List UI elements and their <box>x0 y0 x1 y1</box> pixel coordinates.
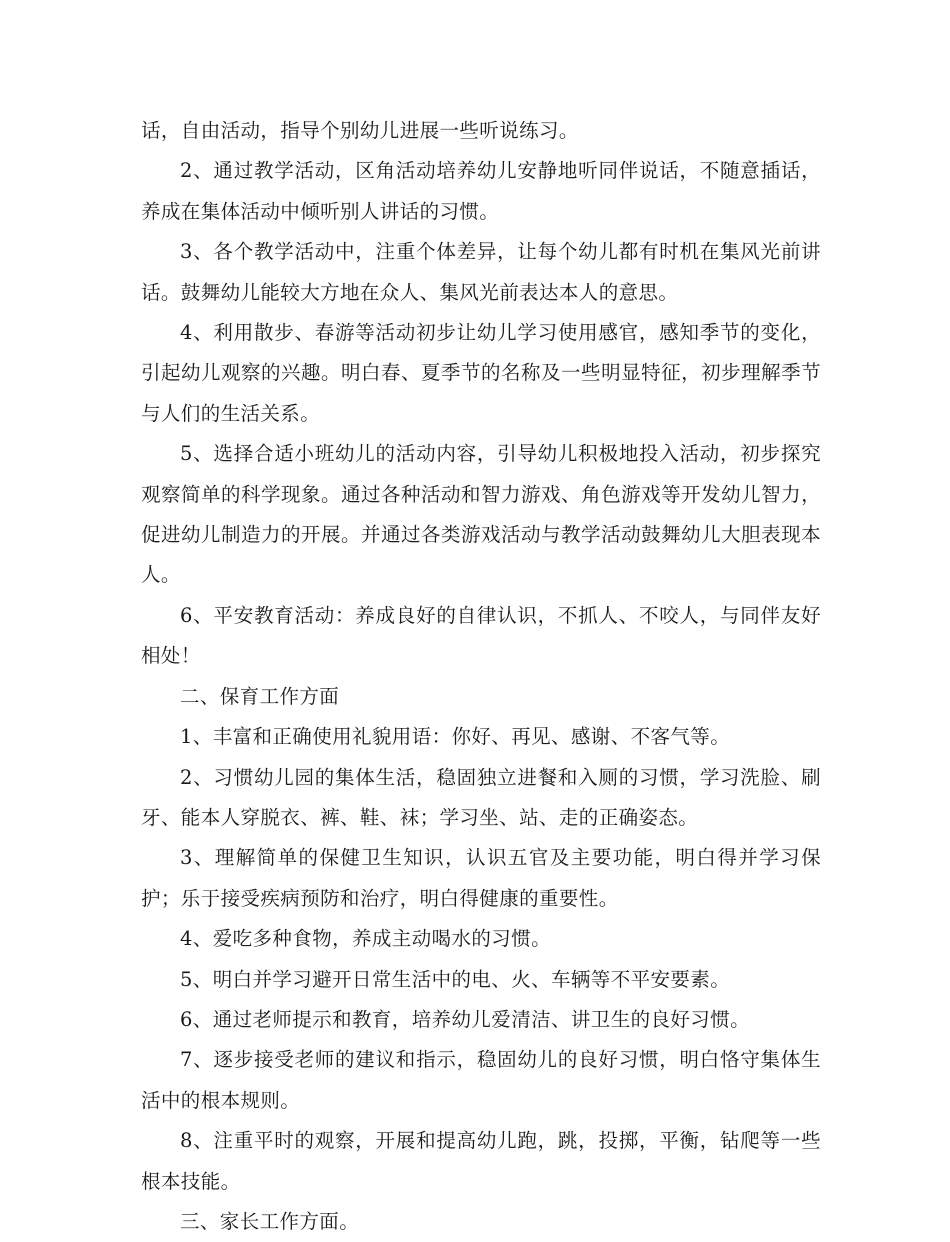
care-item-2: 2、习惯幼儿园的集体生活，稳固独立进餐和入厕的习惯，学习洗脸、刷牙、能本人穿脱衣、裤、鞋、袜；学习坐、站、走的正确姿态。 <box>141 765 821 829</box>
section-heading-care-work: 二、保育工作方面 <box>180 684 340 708</box>
paragraph-item-2: 2、通过教学活动，区角活动培养幼儿安静地听同伴说话，不随意插话，养成在集体活动中倾听别人讲话的习惯。 <box>141 159 821 223</box>
care-item-1: 1、丰富和正确使用礼貌用语：你好、再见、感谢、不客气等。 <box>180 725 731 749</box>
paragraph-item-4: 4、利用散步、春游等活动初步让幼儿学习使用感官，感知季节的变化，引起幼儿观察的兴趣。明白春、夏季节的名称及一些明显特征，初步理解季节与人们的生活关系。 <box>141 321 821 425</box>
care-item-6: 6、通过老师提示和教育，培养幼儿爱清洁、讲卫生的良好习惯。 <box>180 1007 751 1031</box>
paragraph-item-5: 5、选择合适小班幼儿的活动内容，引导幼儿积极地投入活动，初步探究观察简单的科学现象。通过各种活动和智力游戏、角色游戏等开发幼儿智力，促进幼儿制造力的开展。并通过各类游戏活动与教学活动鼓舞幼儿大胆表现本人。 <box>141 442 821 587</box>
paragraph-item-3: 3、各个教学活动中，注重个体差异，让每个幼儿都有时机在集风光前讲话。鼓舞幼儿能较大方地在众人、集风光前表达本人的意思。 <box>141 240 821 304</box>
care-item-7: 7、逐步接受老师的建议和指示，稳固幼儿的良好习惯，明白恪守集体生活中的根本规则。 <box>141 1048 821 1112</box>
paragraph-item-6: 6、平安教育活动：养成良好的自律认识，不抓人、不咬人，与同伴友好相处！ <box>141 603 821 668</box>
care-item-3: 3、理解简单的保健卫生知识，认识五官及主要功能，明白得并学习保护；乐于接受疾病预防和治疗，明白得健康的重要性。 <box>141 846 821 910</box>
section-heading-parent-work: 三、家长工作方面。 <box>180 1209 360 1233</box>
care-item-4: 4、爱吃多种食物，养成主动喝水的习惯。 <box>180 927 552 951</box>
paragraph-continuation: 话，自由活动，指导个别幼儿进展一些听说练习。 <box>141 119 579 142</box>
document-body <box>141 111 821 1242</box>
care-item-8: 8、注重平时的观察，开展和提高幼儿跑，跳，投掷，平衡，钻爬等一些根本技能。 <box>141 1129 821 1193</box>
care-item-5: 5、明白并学习避开日常生活中的电、火、车辆等不平安要素。 <box>180 967 731 991</box>
